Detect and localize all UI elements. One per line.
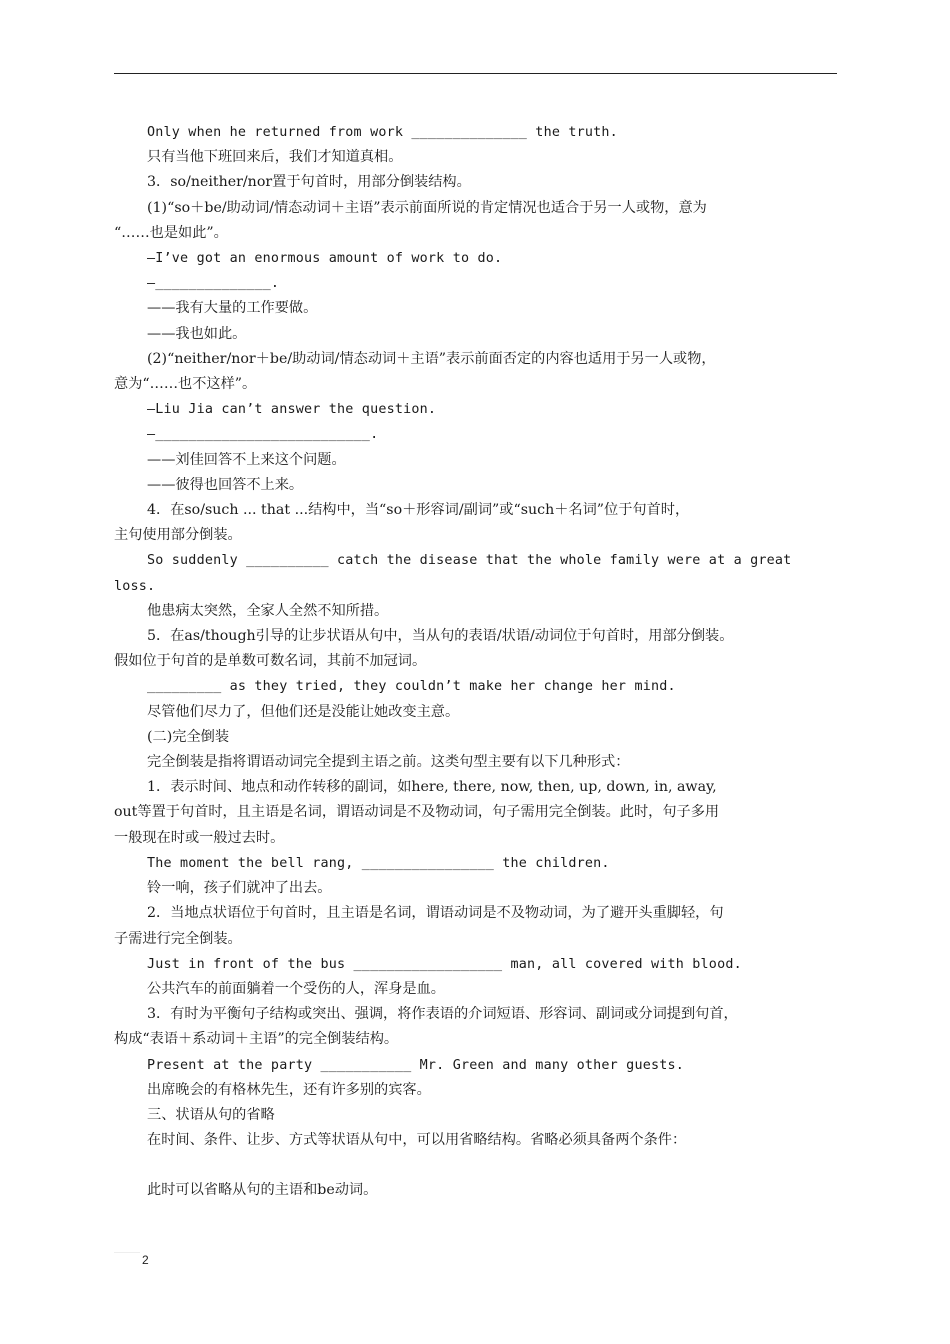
rule-heading: 5．在as/though引导的让步状语从句中，当从句的表语/状语/动词位于句首时，用部分倒装。 [147, 628, 734, 645]
rule-text: 意为“……也不这样”。 [114, 376, 257, 393]
translation: ——我有大量的工作要做。 [147, 300, 318, 317]
rule-text: 此时可以省略从句的主语和be动词。 [147, 1182, 378, 1199]
translation: 他患病太突然，全家人全然不知所措。 [147, 602, 389, 619]
rule-text: 子需进行完全倒装。 [114, 930, 242, 947]
rule-text: “……也是如此”。 [114, 224, 228, 241]
rule-text: (2)“neither/nor＋be/助动词/情态动词＋主语”表示前面否定的内容也适用于另一人或物， [147, 350, 716, 367]
example-sentence: —I’ve got an enormous amount of work to do. [147, 251, 503, 267]
section-heading: 三、状语从句的省略 [147, 1106, 275, 1123]
example-sentence: loss. [114, 578, 156, 594]
example-sentence: The moment the bell rang, ________________ the children. [147, 855, 610, 871]
rule-text: 完全倒装是指将谓语动词完全提到主语之前。这类句型主要有以下几种形式： [147, 754, 630, 771]
footer-mark [114, 1252, 140, 1253]
blank-gap [114, 1153, 834, 1178]
header-rule [114, 73, 837, 74]
rule-heading: 3．so/neither/nor置于句首时，用部分倒装结构。 [147, 174, 471, 191]
answer-blank: —______________. [147, 276, 280, 292]
rule-text: 主句使用部分倒装。 [114, 527, 242, 544]
rule-text: (1)“so＋be/助动词/情态动词＋主语”表示前面所说的肯定情况也适合于另一人或物，意为 [147, 199, 707, 216]
rule-text: 在时间、条件、让步、方式等状语从句中，可以用省略结构。省略必须具备两个条件： [147, 1132, 687, 1149]
page-number: 2 [142, 1253, 149, 1267]
example-sentence: Only when he returned from work ______________ the truth. [147, 125, 618, 140]
translation: 铃一响，孩子们就冲了出去。 [147, 880, 332, 897]
rule-text: 假如位于句首的是单数可数名词，其前不加冠词。 [114, 653, 427, 670]
rule-text: 构成“表语＋系动词＋主语”的完全倒装结构。 [114, 1031, 399, 1048]
example-sentence: Present at the party ___________ Mr. Green and many other guests. [147, 1057, 685, 1073]
example-sentence: So suddenly __________ catch the disease that the whole family were at a great [147, 553, 792, 569]
document-body [114, 120, 834, 1204]
rule-text: 一般现在时或一般过去时。 [114, 829, 285, 846]
translation: 公共汽车的前面躺着一个受伤的人，浑身是血。 [147, 980, 445, 997]
answer-blank: —__________________________. [147, 427, 379, 443]
example-sentence: —Liu Jia can’t answer the question. [147, 402, 437, 418]
translation: 只有当他下班回来后，我们才知道真相。 [147, 149, 403, 166]
section-heading: (二)完全倒装 [147, 728, 230, 745]
rule-heading: 1．表示时间、地点和动作转移的副词，如here, there, now, then, up, down, in, away, [147, 779, 717, 796]
translation: 出席晚会的有格林先生，还有许多别的宾客。 [147, 1081, 431, 1098]
example-sentence: Just in front of the bus __________________ man, all covered with blood. [147, 956, 742, 972]
translation: 尽管他们尽力了，但他们还是没能让她改变主意。 [147, 703, 460, 720]
rule-heading: 3．有时为平衡句子结构或突出、强调，将作表语的介词短语、形容词、副词或分词提到句首， [147, 1006, 738, 1023]
rule-text: out等置于句首时，且主语是名词，谓语动词是不及物动词，句子需用完全倒装。此时，句子多用 [114, 804, 720, 821]
example-sentence: _________ as they tried, they couldn’t make her change her mind. [147, 679, 676, 695]
rule-heading: 2．当地点状语位于句首时，且主语是名词，谓语动词是不及物动词，为了避开头重脚轻，句 [147, 905, 724, 922]
translation: ——刘佳回答不上来这个问题。 [147, 451, 346, 468]
translation: ——我也如此。 [147, 325, 247, 342]
translation: ——彼得也回答不上来。 [147, 476, 304, 493]
rule-heading: 4．在so/such ... that ...结构中，当“so＋形容词/副词”或“such＋名词”位于句首时， [147, 502, 690, 519]
